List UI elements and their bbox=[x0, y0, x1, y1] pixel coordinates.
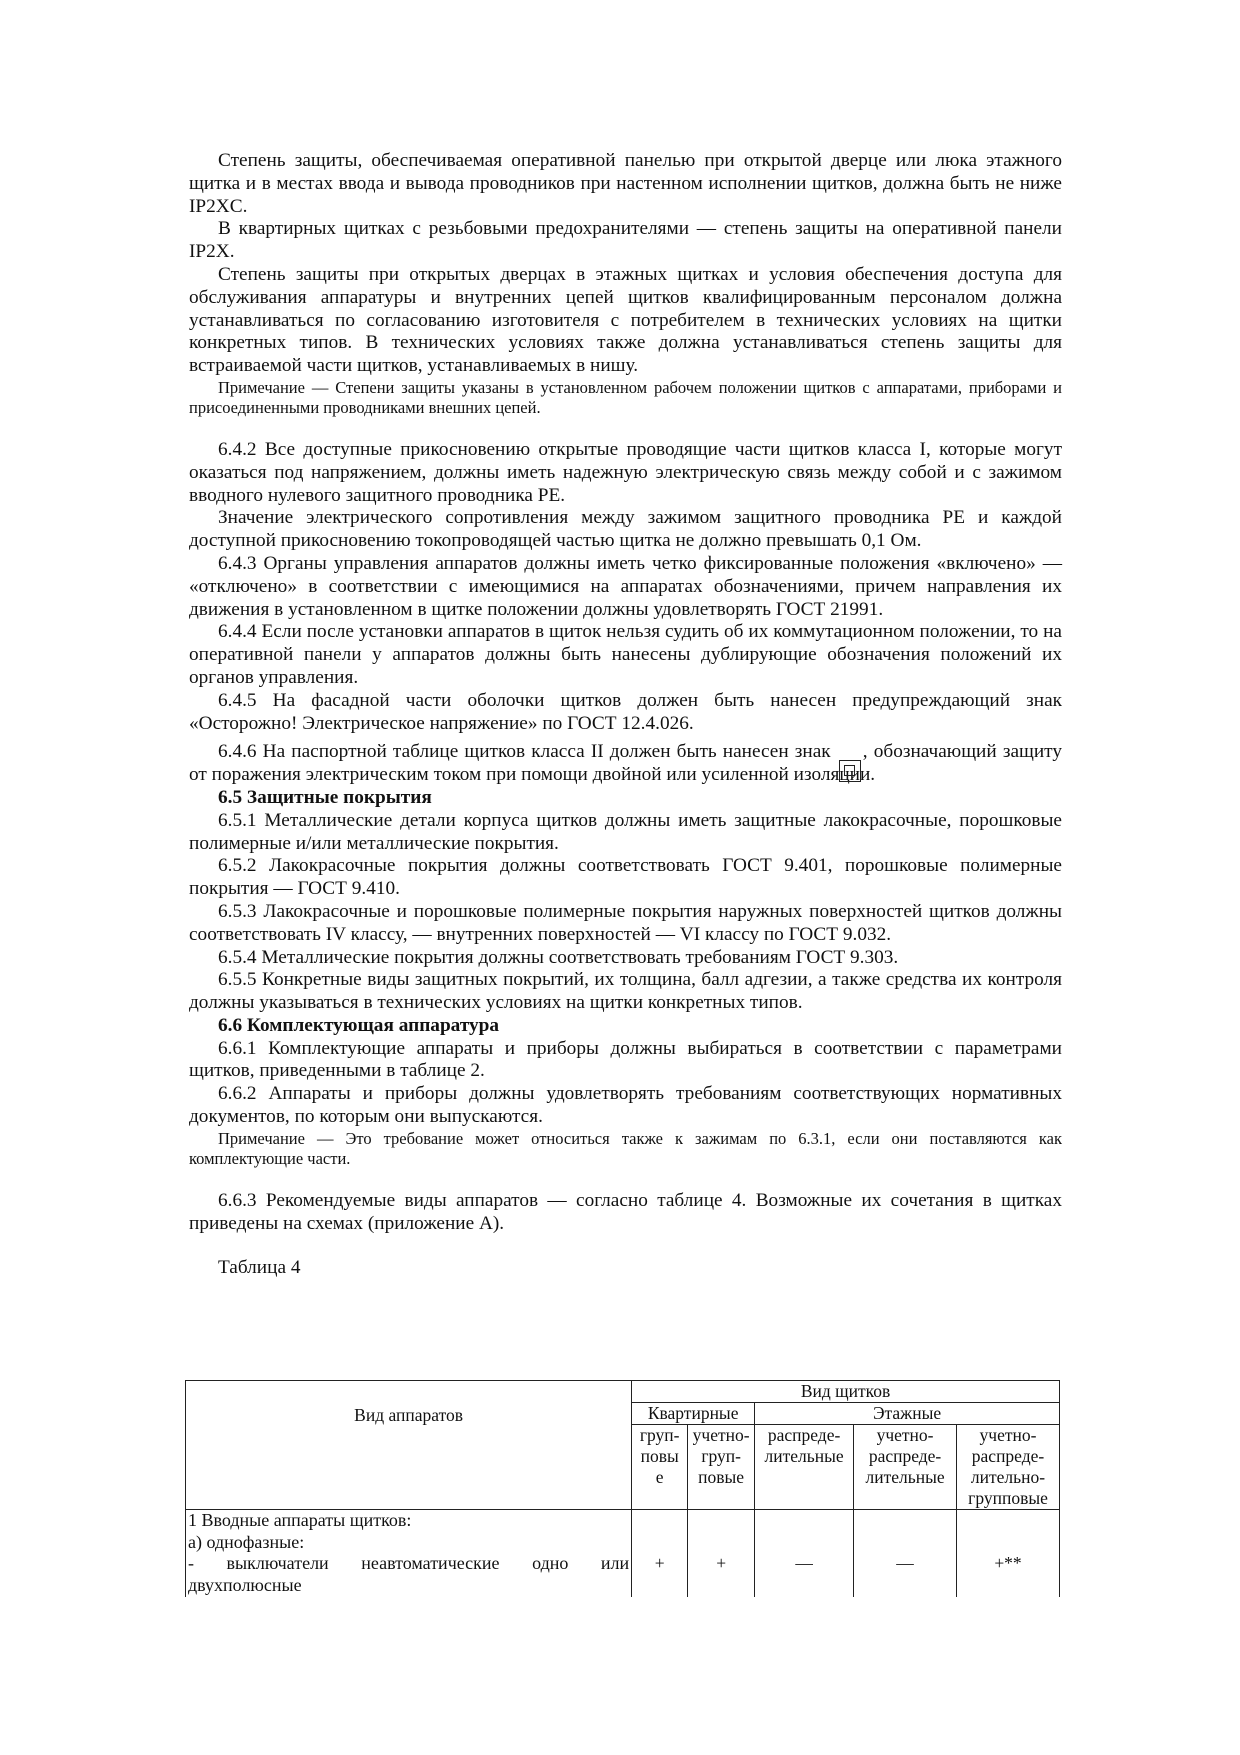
paragraph-6-4-3: 6.4.3 Органы управления аппаратов должны иметь четко фиксированные положения «включено» — «отключено» в соответствии с имеющимися на аппаратах обозначениями, причем направления их движения в установленном в щитке положении должны удовлетворять ГОСТ 21991. bbox=[189, 552, 1062, 620]
note: Примечание — Степени защиты указаны в установленном рабочем положении щитков с аппаратами, приборами и присоединенными проводниками внешних цепей. bbox=[189, 377, 1062, 417]
paragraph-6-6-2: 6.6.2 Аппараты и приборы должны удовлетворять требованиям соответствующих нормативных документов, по которым они выпускаются. bbox=[189, 1083, 1062, 1128]
paragraph: В квартирных щитках с резьбовыми предохранителями — степень защиты на оперативной панели IP2X. bbox=[189, 218, 1062, 263]
cell-value: + bbox=[688, 1510, 755, 1598]
double-insulation-icon bbox=[839, 760, 861, 782]
table-caption: Таблица 4 bbox=[218, 1257, 301, 1279]
document-body bbox=[189, 150, 1062, 1280]
paragraph-6-4-6-start: 6.4.6 На паспортной таблице щитков класса II должен быть нанесен знак bbox=[218, 741, 831, 763]
subheader-distribution: распреде- лительные bbox=[755, 1425, 854, 1510]
paragraph-6-5-5: 6.5.5 Конкретные виды защитных покрытий, их толщина, балл адгезии, а также средства их контроля должны указываться в технических условиях на щитки конкретных типов. bbox=[189, 969, 1062, 1014]
subheader-group: груп- повы е bbox=[632, 1425, 688, 1510]
section-heading-6-5: 6.5 Защитные покрытия bbox=[218, 786, 432, 808]
paragraph-6-5-3: 6.5.3 Лакокрасочные и порошковые полимерные покрытия наружных поверхностей щитков должны соответствовать IV классу, — внутренних поверхностей — VI классу по ГОСТ 9.032. bbox=[189, 900, 1062, 945]
header-apparatus: Вид аппаратов bbox=[186, 1381, 632, 1510]
paragraph-6-4-2: 6.4.2 Все доступные прикосновению открытые проводящие части щитков класса I, которые могут оказаться под напряжением, должны иметь надежную электрическую связь между собой и с зажимом вводного нулевого защитного проводника PE. bbox=[189, 438, 1062, 506]
paragraph-6-4-6-end: , обозначающий защиту от поражения электрическим током при помощи двойной или усиленной изоляции. bbox=[189, 741, 1062, 786]
header-panel-type: Вид щитков bbox=[632, 1381, 1060, 1403]
header-floor: Этажные bbox=[755, 1403, 1060, 1425]
paragraph-6-5-4: 6.5.4 Металлические покрытия должны соответствовать требованиям ГОСТ 9.303. bbox=[218, 946, 899, 968]
subheader-metering-distribution-group: учетно- распреде- лительно- групповые bbox=[957, 1425, 1060, 1510]
cell-value: — bbox=[755, 1510, 854, 1598]
paragraph-6-6-3: 6.6.3 Рекомендуемые виды аппаратов — согласно таблице 4. Возможные их сочетания в щитках приведены на схемах (приложение А). bbox=[189, 1189, 1062, 1234]
section-heading-6-6: 6.6 Комплектующая аппаратура bbox=[218, 1014, 500, 1036]
table-row bbox=[186, 1510, 1060, 1598]
cell-value: + bbox=[632, 1510, 688, 1598]
cell-value: — bbox=[854, 1510, 957, 1598]
paragraph-6-6-1: 6.6.1 Комплектующие аппараты и приборы должны выбираться в соответствии с параметрами щитков, приведенными в таблице 2. bbox=[189, 1037, 1062, 1082]
paragraph-6-4-6 bbox=[189, 735, 1062, 787]
subheader-metering-distribution: учетно- распреде- лительные bbox=[854, 1425, 957, 1510]
paragraph-6-5-1: 6.5.1 Металлические детали корпуса щитков должны иметь защитные лакокрасочные, порошковые полимерные и/или металлические покрытия. bbox=[189, 809, 1062, 854]
paragraph-6-5-2: 6.5.2 Лакокрасочные покрытия должны соответствовать ГОСТ 9.401, порошковые полимерные покрытия — ГОСТ 9.410. bbox=[189, 855, 1062, 900]
cell-value: +** bbox=[957, 1510, 1060, 1598]
paragraph: Значение электрического сопротивления между зажимом защитного проводника PE и каждой доступной прикосновению токопроводящей частью щитка не должно превышать 0,1 Ом. bbox=[189, 507, 1062, 552]
row-label: 1 Вводные аппараты щитков: а) однофазные: - выключатели неавтоматические одно или двухполюсные bbox=[186, 1510, 632, 1598]
table-4 bbox=[185, 1380, 1060, 1597]
header-apartment: Квартирные bbox=[632, 1403, 755, 1425]
note: Примечание — Это требование может относиться также к зажимам по 6.3.1, если они поставляются как комплектующие части. bbox=[189, 1128, 1062, 1168]
paragraph-6-4-4: 6.4.4 Если после установки аппаратов в щиток нельзя судить об их коммутационном положении, то на оперативной панели у аппаратов должны быть нанесены дублирующие обозначения положений их органов управления. bbox=[189, 621, 1062, 688]
paragraph-6-4-5: 6.4.5 На фасадной части оболочки щитков должен быть нанесен предупреждающий знак «Осторожно! Электрическое напряжение» по ГОСТ 12.4.026. bbox=[189, 689, 1062, 734]
paragraph: Степень защиты, обеспечиваемая оперативной панелью при открытой дверце или люка этажного щитка и в местах ввода и вывода проводников при настенном исполнении щитков, должна быть не ниже IP2XC. bbox=[189, 150, 1062, 217]
paragraph: Степень защиты при открытых дверцах в этажных щитках и условия обеспечения доступа для обслуживания аппаратуры и внутренних цепей щитков квалифицированным персоналом должна устанавливаться по согласованию изготовителя с потребителем в технических условиях на щитки конкретных типов. В технических условиях также должна устанавливаться степень защиты для встраиваемой части щитков, устанавливаемых в нишу. bbox=[189, 263, 1062, 377]
subheader-metering-group: учетно- груп- повые bbox=[688, 1425, 755, 1510]
